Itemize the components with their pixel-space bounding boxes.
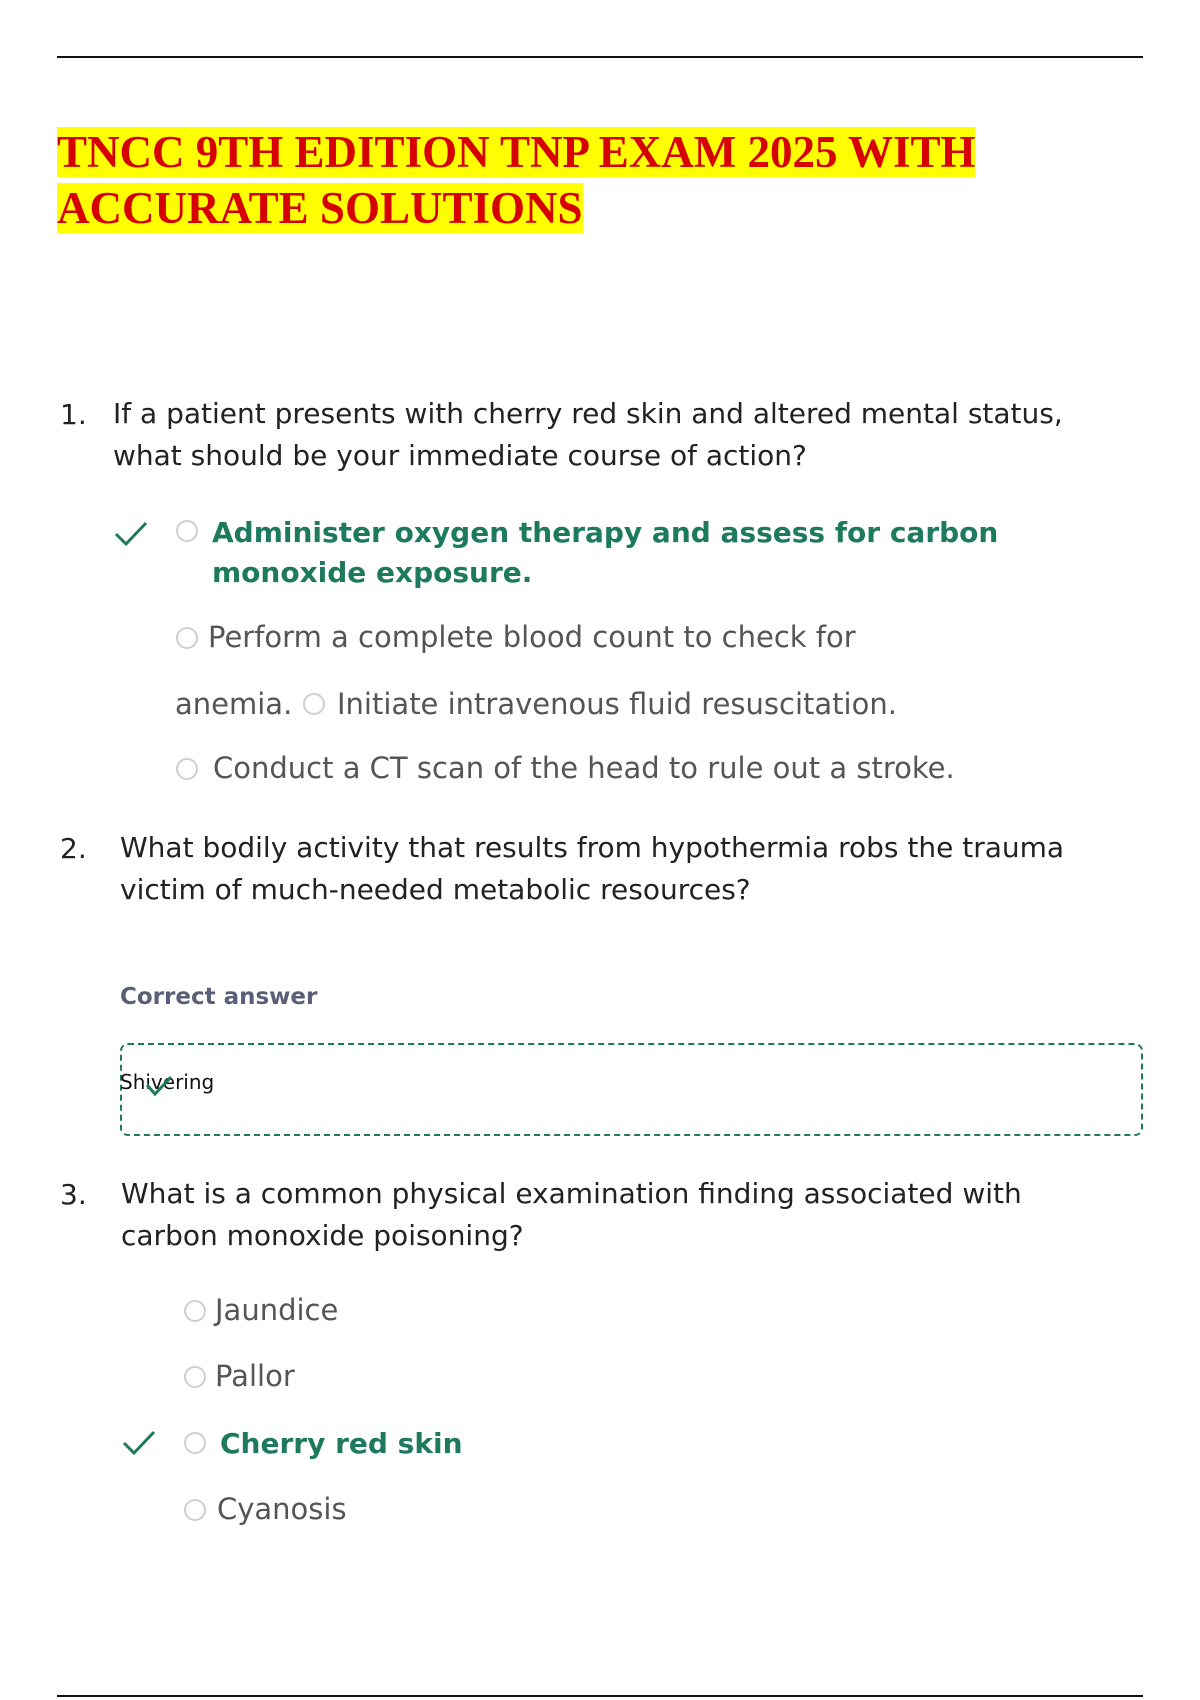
q3-option-4[interactable]: Cyanosis	[217, 1492, 347, 1526]
q3-option-correct[interactable]: Cherry red skin	[220, 1427, 463, 1460]
bottom-rule	[57, 1695, 1143, 1697]
title-line-2: ACCURATE SOLUTIONS	[57, 183, 583, 233]
q1-option-2[interactable]: Perform a complete blood count to check for	[208, 620, 856, 654]
question-2-text: What bodily activity that results from hypothermia robs the trauma victim of much-needed metabolic resources?	[120, 831, 1065, 906]
answer-text: Shivering	[120, 1070, 215, 1094]
top-rule	[57, 56, 1143, 58]
radio-circle-icon[interactable]	[176, 627, 198, 649]
radio-circle-icon[interactable]	[184, 1366, 206, 1388]
correct-answer-label: Correct answer	[120, 984, 318, 1010]
radio-circle-icon[interactable]	[184, 1300, 206, 1322]
title-line-1: TNCC 9TH EDITION TNP EXAM 2025 WITH	[57, 127, 976, 177]
q1-option-2-continued: anemia.	[175, 687, 293, 721]
answer-box	[120, 1043, 1143, 1136]
check-icon	[122, 1430, 156, 1456]
document-title	[57, 124, 1147, 236]
q3-option-2[interactable]: Pallor	[215, 1359, 295, 1393]
q3-option-1[interactable]: Jaundice	[215, 1293, 339, 1327]
question-2-number: 2.	[60, 832, 87, 865]
question-1-number: 1.	[60, 398, 87, 431]
radio-circle-icon[interactable]	[176, 520, 198, 542]
radio-circle-icon[interactable]	[303, 693, 325, 715]
radio-circle-icon[interactable]	[184, 1432, 206, 1454]
question-1-text: If a patient presents with cherry red skin and altered mental status, what should be your immediate course of action?	[113, 397, 1063, 472]
q1-option-correct[interactable]: Administer oxygen therapy and assess for carbon monoxide exposure.	[212, 516, 999, 589]
radio-circle-icon[interactable]	[184, 1499, 206, 1521]
check-icon	[145, 1075, 173, 1097]
question-3-text: What is a common physical examination finding associated with carbon monoxide poisoning?	[121, 1177, 1022, 1252]
check-icon	[114, 521, 148, 547]
question-3-number: 3.	[60, 1178, 87, 1211]
q1-option-3[interactable]: Initiate intravenous fluid resuscitation.	[337, 687, 897, 721]
q1-option-4[interactable]: Conduct a CT scan of the head to rule out a stroke.	[213, 751, 955, 785]
radio-circle-icon[interactable]	[176, 758, 198, 780]
